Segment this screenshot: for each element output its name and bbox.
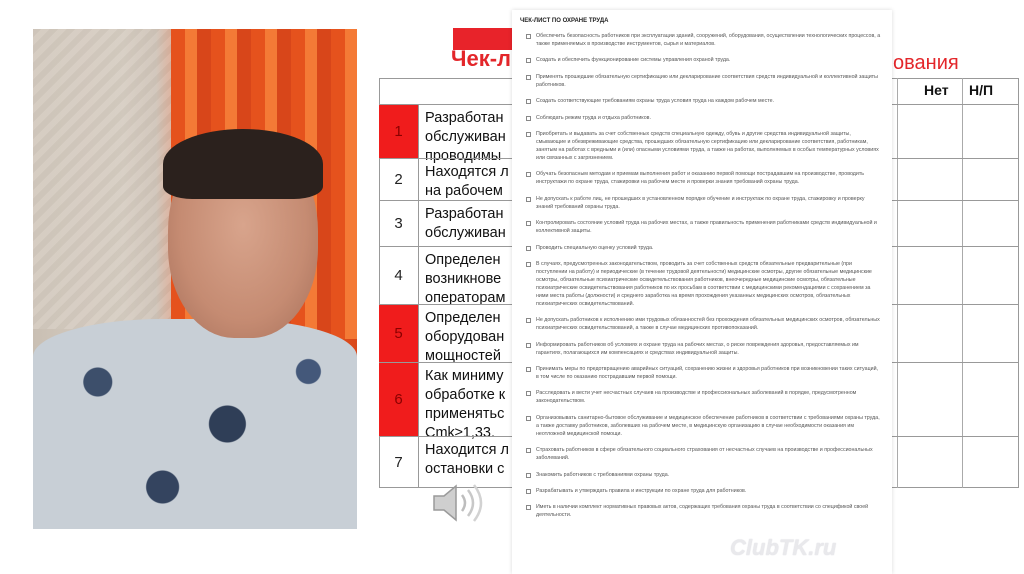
audio-speaker-icon[interactable]	[428, 478, 488, 528]
list-item: Принимать меры по предотвращению аварийных ситуаций, сохранению жизни и здоровья работников при возникновении таких ситуаций, в том числе по оказанию пострадавшим первой помощи.	[526, 365, 882, 381]
row-number: 6	[379, 363, 419, 436]
row-number: 5	[379, 305, 419, 362]
list-item: Не допускать работников к исполнению ими трудовых обязанностей без прохождения обязательных медицинских осмотров, обязательных психиатрических освидетельствований, а также в случае медицинских противопоказаний.	[526, 316, 882, 332]
list-item: Проводить специальную оценку условий труда.	[526, 244, 882, 252]
list-item: Иметь в наличии комплект нормативных правовых актов, содержащих требования охраны труда в соответствии со спецификой своей деятельности.	[526, 503, 882, 519]
row-number: 1	[379, 105, 419, 158]
row-number: 3	[379, 201, 419, 246]
list-item: Обеспечить безопасность работников при эксплуатации зданий, сооружений, оборудования, осуществлении технологических процессов, а также применяемых в производстве инструментов, сырья и материалов.	[526, 32, 882, 48]
list-item: Страховать работников в сфере обязательного социального страхования от несчастных случаев на производстве и профессиональных заболеваний.	[526, 446, 882, 462]
row-number: 7	[379, 437, 419, 488]
column-header-no: Нет	[924, 82, 949, 98]
speaker-icon	[428, 478, 488, 528]
list-item: Применять прошедшие обязательную сертификацию или декларирование соответствия средств индивидуальной и коллективной защиты работников.	[526, 73, 882, 89]
list-item: Обучать безопасным методам и приемам выполнения работ и оказанию первой помощи пострадавшим на производстве, проводить инструктажи по охране труда, стажировки на рабочем месте и проверки знания требований охраны труда.	[526, 170, 882, 186]
list-item: В случаях, предусмотренных законодательством, проводить за счет собственных средств обязательные предварительные (при поступлении на работу) и периодические (в течение трудовой деятельности) медицинские осмотры, другие обязательные медицинские осмотры, обязательные психиатрические освидетельствования работников, внеочередные медицинские осмотры, обязательные психиатрические освидетельствования работников по их просьбам в соответствии с медицинскими рекомендациями с сохранением за ними места работы (должности) и среднего заработка на время прохождения указанных медицинских осмотров, обязательных психиатрических освидетельствований.	[526, 260, 882, 308]
list-item: Разрабатывать и утверждать правила и инструкции по охране труда для работников.	[526, 487, 882, 495]
list-item: Соблюдать режим труда и отдыха работников.	[526, 114, 882, 122]
document-title: ЧЕК-ЛИСТ ПО ОХРАНЕ ТРУДА	[520, 18, 609, 24]
row-text: Разработан обслуживан	[425, 206, 506, 241]
list-item: Приобретать и выдавать за счет собственных средств специальную одежду, обувь и другие средства индивидуальной защиты, смывающие и обезвреживающие средства, прошедших обязательную сертификацию или декларирование соответствия, работникам, занятым на работах с вредными и (или) опасными условиями труда, а также на работах, выполняемых в особых температурных условиях или связанных с загрязнением.	[526, 130, 882, 162]
row-number: 2	[379, 159, 419, 200]
row-text: Определен оборудован мощностей	[425, 310, 505, 364]
row-text: Находятся л на рабочем	[425, 164, 509, 199]
row-text: Как миниму обработке к применятьс Cmk≥1,33.	[425, 368, 506, 441]
row-text: Находится л остановки с	[425, 442, 509, 477]
slide-title-right: ования	[893, 52, 959, 74]
list-item: Создать соответствующие требованиям охраны труда условия труда на каждом рабочем месте.	[526, 97, 882, 105]
row-number: 4	[379, 247, 419, 304]
column-header-na: Н/П	[969, 82, 994, 98]
row-text: Определен возникнове операторам	[425, 252, 506, 306]
list-item: Организовывать санитарно-бытовое обслуживание и медицинское обеспечение работников в соответствии с требованиями охраны труда, а также доставку работников, заболевших на рабочем месте, в медицинскую организацию в случае необходимости оказания им неотложной медицинской помощи.	[526, 414, 882, 438]
list-item: Знакомить работников с требованиями охраны труда.	[526, 471, 882, 479]
list-item: Контролировать состояние условий труда на рабочих местах, а также правильность применения работниками средств индивидуальной и коллективной защиты.	[526, 219, 882, 235]
list-item: Информировать работников об условиях и охране труда на рабочих местах, о риске повреждения здоровья, предоставляемых им гарантиях, полагающихся им компенсациях и средствах индивидуальной защиты.	[526, 341, 882, 357]
webcam-person-hair	[163, 129, 323, 199]
row-text: Разработан обслуживан проводимы	[425, 110, 506, 164]
webcam-person-shirt	[33, 319, 357, 529]
list-item: Не допускать к работе лиц, не прошедших в установленном порядке обучение и инструктаж по охране труда, стажировку и проверку знаний требований охраны труда.	[526, 195, 882, 211]
list-item: Расследовать и вести учет несчастных случаев на производстве и профессиональных заболеваний в порядке, предусмотренном законодательством.	[526, 389, 882, 405]
document-item-list	[526, 32, 882, 528]
slide-title: Чек-л	[451, 46, 512, 71]
checklist-document	[512, 10, 892, 574]
list-item: Создать и обеспечить функционирование системы управления охраной труда.	[526, 56, 882, 64]
webcam-wall	[33, 29, 173, 329]
watermark-logo: ClubTK.ru	[730, 535, 837, 560]
webcam-video	[33, 29, 357, 529]
